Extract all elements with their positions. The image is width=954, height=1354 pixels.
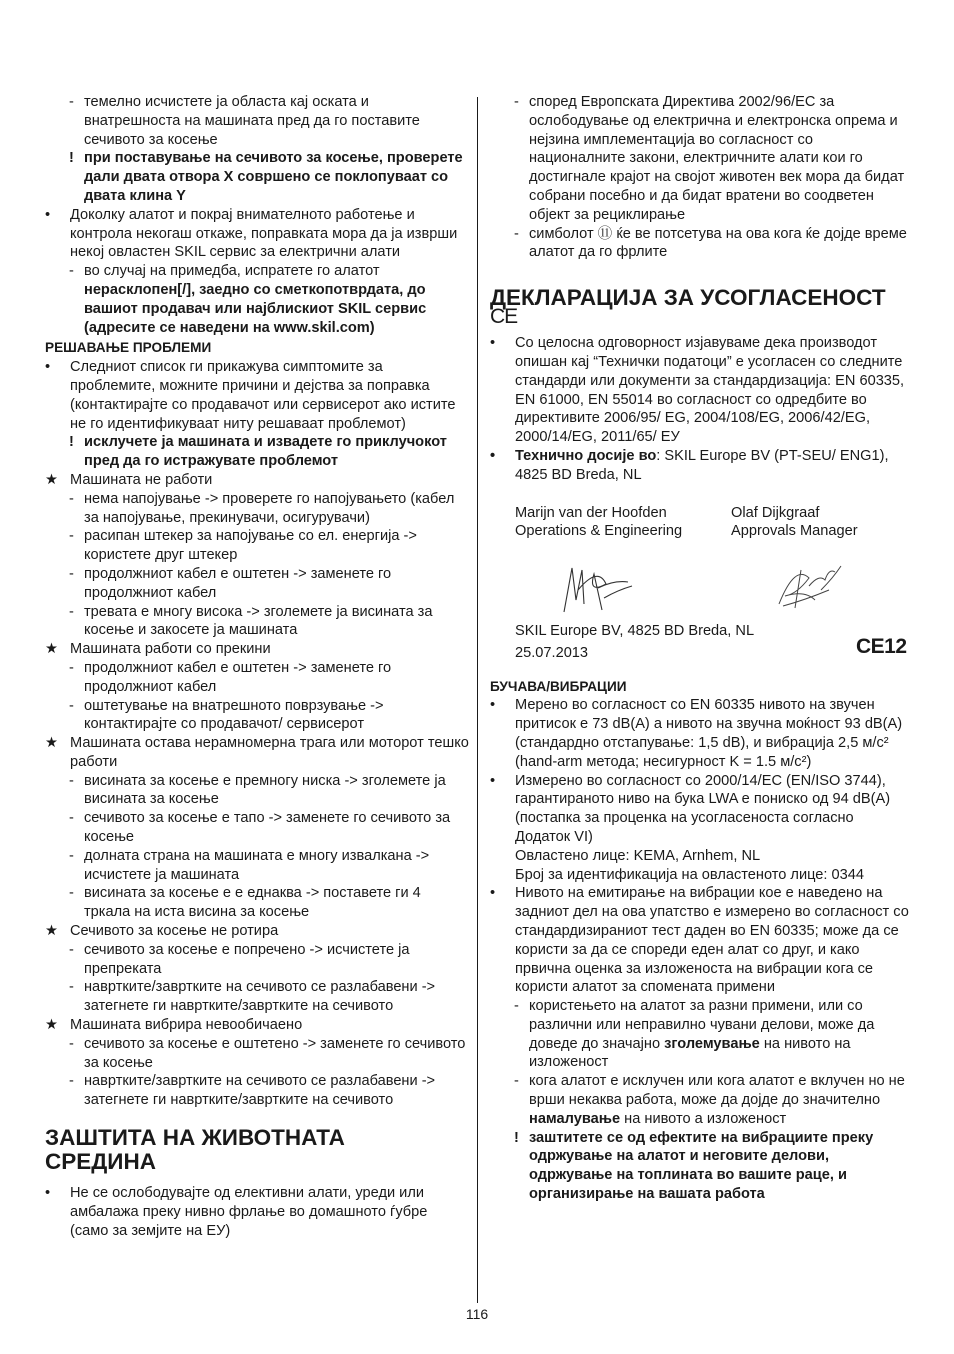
symptom-item: ★ Машината вибрира невообичаено — [45, 1017, 303, 1034]
list-item: - сечивото за косење е оштетено -> заменете го сечивото за косење — [69, 1035, 466, 1071]
list-item: - висината за косење е е еднаква -> поставете ги 4 тркала на иста висина за косење — [69, 885, 421, 921]
section-heading: РЕШАВАЊЕ ПРОБЛЕМИ — [45, 340, 212, 356]
list-item: - користењето на алатот за разни примени, или со различни или неправилно чувани делови, може да доведе до значајно зголемување на нивото на изложеност — [514, 998, 875, 1071]
list-item: - навртките/завртките на сечивото се разлабавени -> затегнете ги навртките/завртките на сечивото — [69, 1073, 436, 1109]
list-item: - расипан штекер за напојување со ел. енергија -> користете друг штекер — [69, 528, 417, 564]
company-address: SKIL Europe BV, 4825 BD Breda, NL — [515, 622, 755, 639]
column-divider — [477, 97, 478, 1303]
list-item: - сечивото за косење е тапо -> заменете го сечивото за косење — [69, 810, 451, 846]
list-item: • Нивото на емитирање на вибрации кое е наведено на задниот дел на ова упатство е измерено во согласност со стандардизираниот тест даден во EN 60335; може да се користи за да се спореди еден алат со друг, и како првична оценка за изложеноста на вибрации кога се користи алатот за спомената примени — [490, 885, 909, 996]
list-item: - сечивото за косење е попречено -> исчистете ја препреката — [69, 941, 410, 977]
list-item: - продолжниот кабел е оштетен -> заменете го продолжниот кабел — [69, 659, 392, 695]
list-item: • Следниот список ги прикажува симптомите за проблемите, можните причини и дејства за поправка (контактирајте со продавачот или сервисерот ако истите не го идентификуваат ниту решаваат проблемот) — [45, 359, 456, 432]
ce12-mark-icon: CE12 — [856, 634, 907, 658]
warning-item: ! при поставување на сечивото за косење, проверете дали двата отвора X совршено се поклопуваат со двата клина Y — [69, 150, 463, 204]
list-item: - навртките/завртките на сечивото се разлабавени -> затегнете ги навртките/завртките на сечивото — [69, 979, 436, 1015]
list-item: - продолжниот кабел е оштетен -> заменете го продолжниот кабел — [69, 565, 392, 601]
ce-mark-icon: CE — [490, 305, 518, 329]
list-item: - кога алатот е исклучен или кога алатот е вклучен но не врши некаква работа, може да дојде до значително намалување на нивото а изложеност — [514, 1073, 905, 1127]
section-heading: ДЕКЛАРАЦИЈА ЗА УСОГЛАСЕНОСТ CE — [490, 286, 910, 328]
list-item: - висината за косење е премногу ниска -> зголемете ја висината за косење — [69, 772, 446, 808]
list-item: - темелно исчистете ја областа кај оската и внатрешноста на машината пред да го поставите сечивото за косење — [69, 94, 420, 148]
list-item: - оштетување на внатрешното поврзување -> контактирајте со продавачот/ сервисерот — [69, 697, 384, 733]
section-heading: БУЧАВА/ВИБРАЦИИ — [490, 678, 627, 694]
signature-2-image — [775, 560, 845, 612]
list-item: - долната страна на машината е многу извалкана -> исчистете ја машината — [69, 847, 430, 883]
symptom-item: ★ Машината работи со прекини — [45, 641, 271, 658]
symptom-item: ★ Сечивото за косење не ротира — [45, 923, 279, 940]
list-item: • Технично досије во: SKIL Europe BV (PT-SEU/ ENG1), 4825 BD Breda, NL — [490, 447, 889, 483]
list-item: • Со целосна одговорност изјавуваме дека производот опишан кај “Технички податоци” е усогласен со следните стандарди или документи за стандардизација: EN 60335, EN 61000, EN 55014 во согласност со одредбите во директивите 2006/95/ EG, 2004/108/EG, 2006/42/EG, 2000/14/EG, 2011/65/ EУ — [490, 335, 905, 446]
list-item: - тревата е многу висока -> зголемете ја висината за косење и закосете ја машината — [69, 603, 433, 639]
declaration-date: 25.07.2013 — [515, 644, 589, 661]
section-heading: ЗАШТИТА НА ЖИВОТНАТА СРЕДИНА — [45, 1125, 345, 1175]
list-item: - нема напојување -> проверете го напојувањето (кабел за напојување, прекинувачи, осигурувачи) — [69, 490, 455, 526]
symptom-item: ★ Машината остава нерамномерна трага или моторот тешко работи — [45, 735, 469, 770]
signatory-2: Olaf Dijkgraaf Approvals Manager — [731, 504, 858, 540]
list-item: • Не се ослободувајте од елективни алати, уреди или амбалажа преку нивно фрлање во домашното ѓубре (само за земјите на ЕУ) — [45, 1185, 428, 1239]
symptom-item: ★ Машината не работи — [45, 471, 213, 488]
warning-item: ! исклучете ја машината и извадете го приклучокот пред да го истражувате проблемот — [69, 434, 447, 470]
list-item: • Доколку алатот и покрај внимателното работење и контрола некогаш откаже, поправката мора да ја изврши некој овластен SKIL сервис за електрични алати — [45, 206, 458, 261]
list-item: • Мерено во согласност со EN 60335 нивото на звучен притисок е 73 dB(A) а нивото на звучна моќност 93 dB(A) (стандардно отстапување: 1,5 dB), и вибрација 2,5 м/с² (hand-arm метода; несигурност K = 1.5 м/с²) — [490, 697, 903, 770]
list-item: - симболот ⑪ ќе ве потсетува на ова кога ќе дојде време алатот да го фрлите — [514, 225, 907, 261]
signature-block — [490, 500, 910, 665]
page-number: 116 — [465, 1306, 489, 1322]
right-column — [490, 93, 910, 1204]
left-column — [45, 93, 469, 1240]
signatory-1: Marijn van der Hoofden Operations & Engineering — [515, 504, 683, 540]
list-item: - според Европската Директива 2002/96/EC за ослободување од електрична и електронска опрема и нејзина имплементација во согласност со националните закони, електричните алати кои го достигнале крајот на својот животен век мора да бидат собрани посебно и да бидат вратени во соодветен објект за рециклирање — [514, 94, 905, 223]
signature-1-image — [558, 560, 638, 618]
list-item: • Измерено во согласност со 2000/14/EC (EN/ISO 3744), гарантираното ниво на бука LWA е пониско од 94 dB(A) (постапка за проценка на усогласеноста согласно Додаток VI) Овластено лице: KEMA, Arnhem, NL Број за идентификација на овластеното лице: 0344 — [490, 772, 891, 883]
list-item: - во случај на примедба, испратете го алатот нерасклопен[/], заедно со сметкопотврдата, до вашиот продавач или најблискиот SKIL сервис (адресите се наведени на www.skil.com) — [69, 263, 427, 336]
warning-item: ! заштитете се од ефектите на вибрациите преку одржување на алатот и неговите делови, одржување на топлината во вашите раце, и организирање на вашата работа — [514, 1129, 874, 1203]
